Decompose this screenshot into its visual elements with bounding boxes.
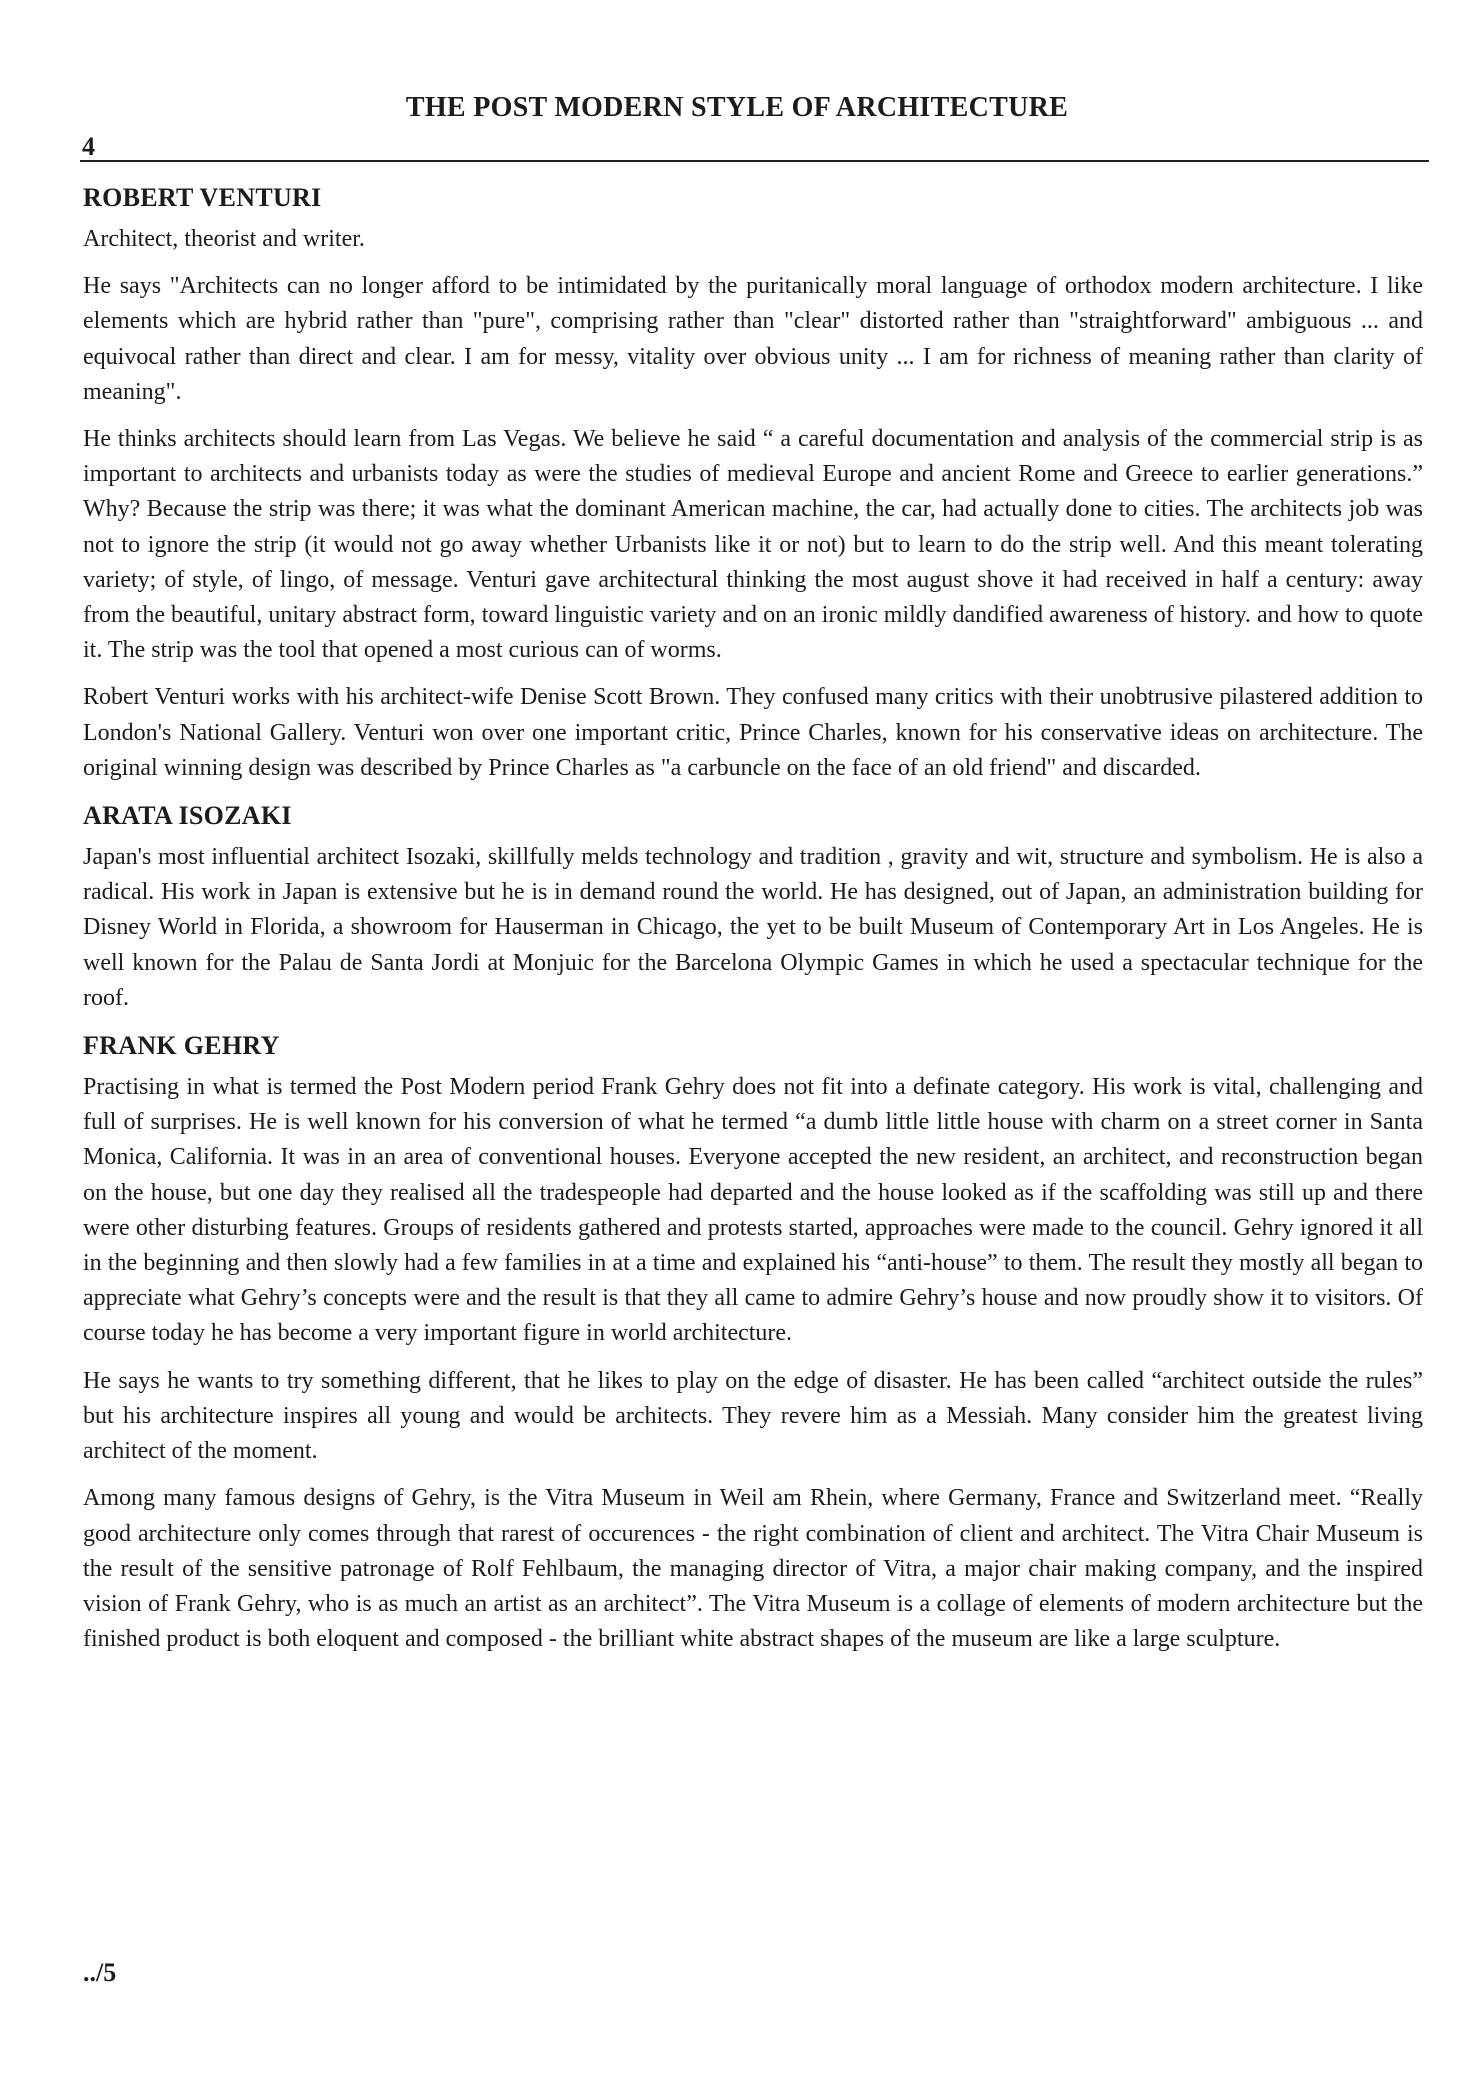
section-robert-venturi	[83, 180, 1423, 786]
paragraph: He says he wants to try something different, that he likes to play on the edge of disaster. He has been called “architect outside the rules” but his architecture inspires all young and would be architects. They revere him as a Messiah. Many consider him the greatest living architect of the moment.	[83, 1367, 1423, 1465]
page-header-title: THE POST MODERN STYLE OF ARCHITECTURE	[405, 92, 1069, 123]
continued-marker: ../5	[83, 1958, 117, 1987]
section-frank-gehry	[83, 1028, 1423, 1657]
section-heading: FRANK GEHRY	[83, 1031, 280, 1061]
paragraph: Practising in what is termed the Post Modern period Frank Gehry does not fit into a definate category. His work is vital, challenging and full of surprises. He is well known for his conversion of what he termed “a dumb little little house with charm on a street corner in Santa Monica, California. It was in an area of conventional houses. Everyone accepted the new resident, an architect, and reconstruction began on the house, but one day they realised all the tradespeople had departed and the house looked as if the scaffolding was still up and there were other disturbing features. Groups of residents gathered and protests started, approaches were made to the council. Gehry ignored it all in the beginning and then slowly had a few families in at a time and explained his “anti-house” to them. The result they mostly all began to appreciate what Gehry’s concepts were and the result is that they all came to admire Gehry’s house and now proudly show it to visitors. Of course today he has become a very important figure in world architecture.	[83, 1074, 1423, 1347]
paragraph: Japan's most influential architect Isozaki, skillfully melds technology and tradition , gravity and wit, structure and symbolism. He is also a radical. His work in Japan is extensive but he is in demand round the world. He has designed, out of Japan, an administration building for Disney World in Florida, a showroom for Hauserman in Chicago, the yet to be built Museum of Contemporary Art in Los Angeles. He is well known for the Palau de Santa Jordi at Monjuic for the Barcelona Olympic Games in which he used a spectacular technique for the roof.	[83, 844, 1423, 1011]
section-arata-isozaki	[83, 798, 1423, 1016]
paragraph: He says "Architects can no longer afford to be intimidated by the puritanically moral language of orthodox modern architecture. I like elements which are hybrid rather than "pure", comprising rather than "clear" distorted rather than "straightforward" ambiguous ... and equivocal rather than direct and clear. I am for messy, vitality over obvious unity ... I am for richness of meaning rather than clarity of meaning".	[83, 273, 1423, 405]
paragraph: Among many famous designs of Gehry, is the Vitra Museum in Weil am Rhein, where Germany, France and Switzerland meet. “Really good architecture only comes through that rarest of occurences - the right combination of client and architect. The Vitra Chair Museum is the result of the sensitive patronage of Rolf Fehlbaum, the managing director of Vitra, a major chair making company, and the inspired vision of Frank Gehry, who is as much an artist as an architect”. The Vitra Museum is a collage of elements of modern architecture but the finished product is both eloquent and composed - the brilliant white abstract shapes of the museum are like a large sculpture.	[83, 1485, 1423, 1653]
section-heading: ARATA ISOZAKI	[83, 801, 292, 831]
paragraph: Architect, theorist and writer.	[83, 226, 365, 252]
section-heading: ROBERT VENTURI	[83, 183, 322, 212]
page-number: 4	[82, 132, 95, 161]
article-body	[83, 172, 1423, 1669]
paragraph: He thinks architects should learn from Las Vegas. We believe he said “ a careful documentation and analysis of the commercial strip is as important to architects and urbanists today as were the studies of medieval Europe and ancient Rome and Greece to earlier generations.” Why? Because the strip was there; it was what the dominant American machine, the car, had actually done to cities. The architects job was not to ignore the strip (it would not go away whether Urbanists like it or not) but to learn to do the strip well. And this meant tolerating variety; of style, of lingo, of message. Venturi gave architectural thinking the most august shove it had received in half a century: away from the beautiful, unitary abstract form, toward linguistic variety and on an ironic mildly dandified awareness of history. and how to quote it. The strip was the tool that opened a most curious can of worms.	[83, 426, 1423, 664]
paragraph: Robert Venturi works with his architect-wife Denise Scott Brown. They confused many critics with their unobtrusive pilastered addition to London's National Gallery. Venturi won over one important critic, Prince Charles, known for his conservative ideas on architecture. The original winning design was described by Prince Charles as "a carbuncle on the face of an old friend" and discarded.	[83, 684, 1423, 781]
header-rule	[80, 160, 1429, 162]
